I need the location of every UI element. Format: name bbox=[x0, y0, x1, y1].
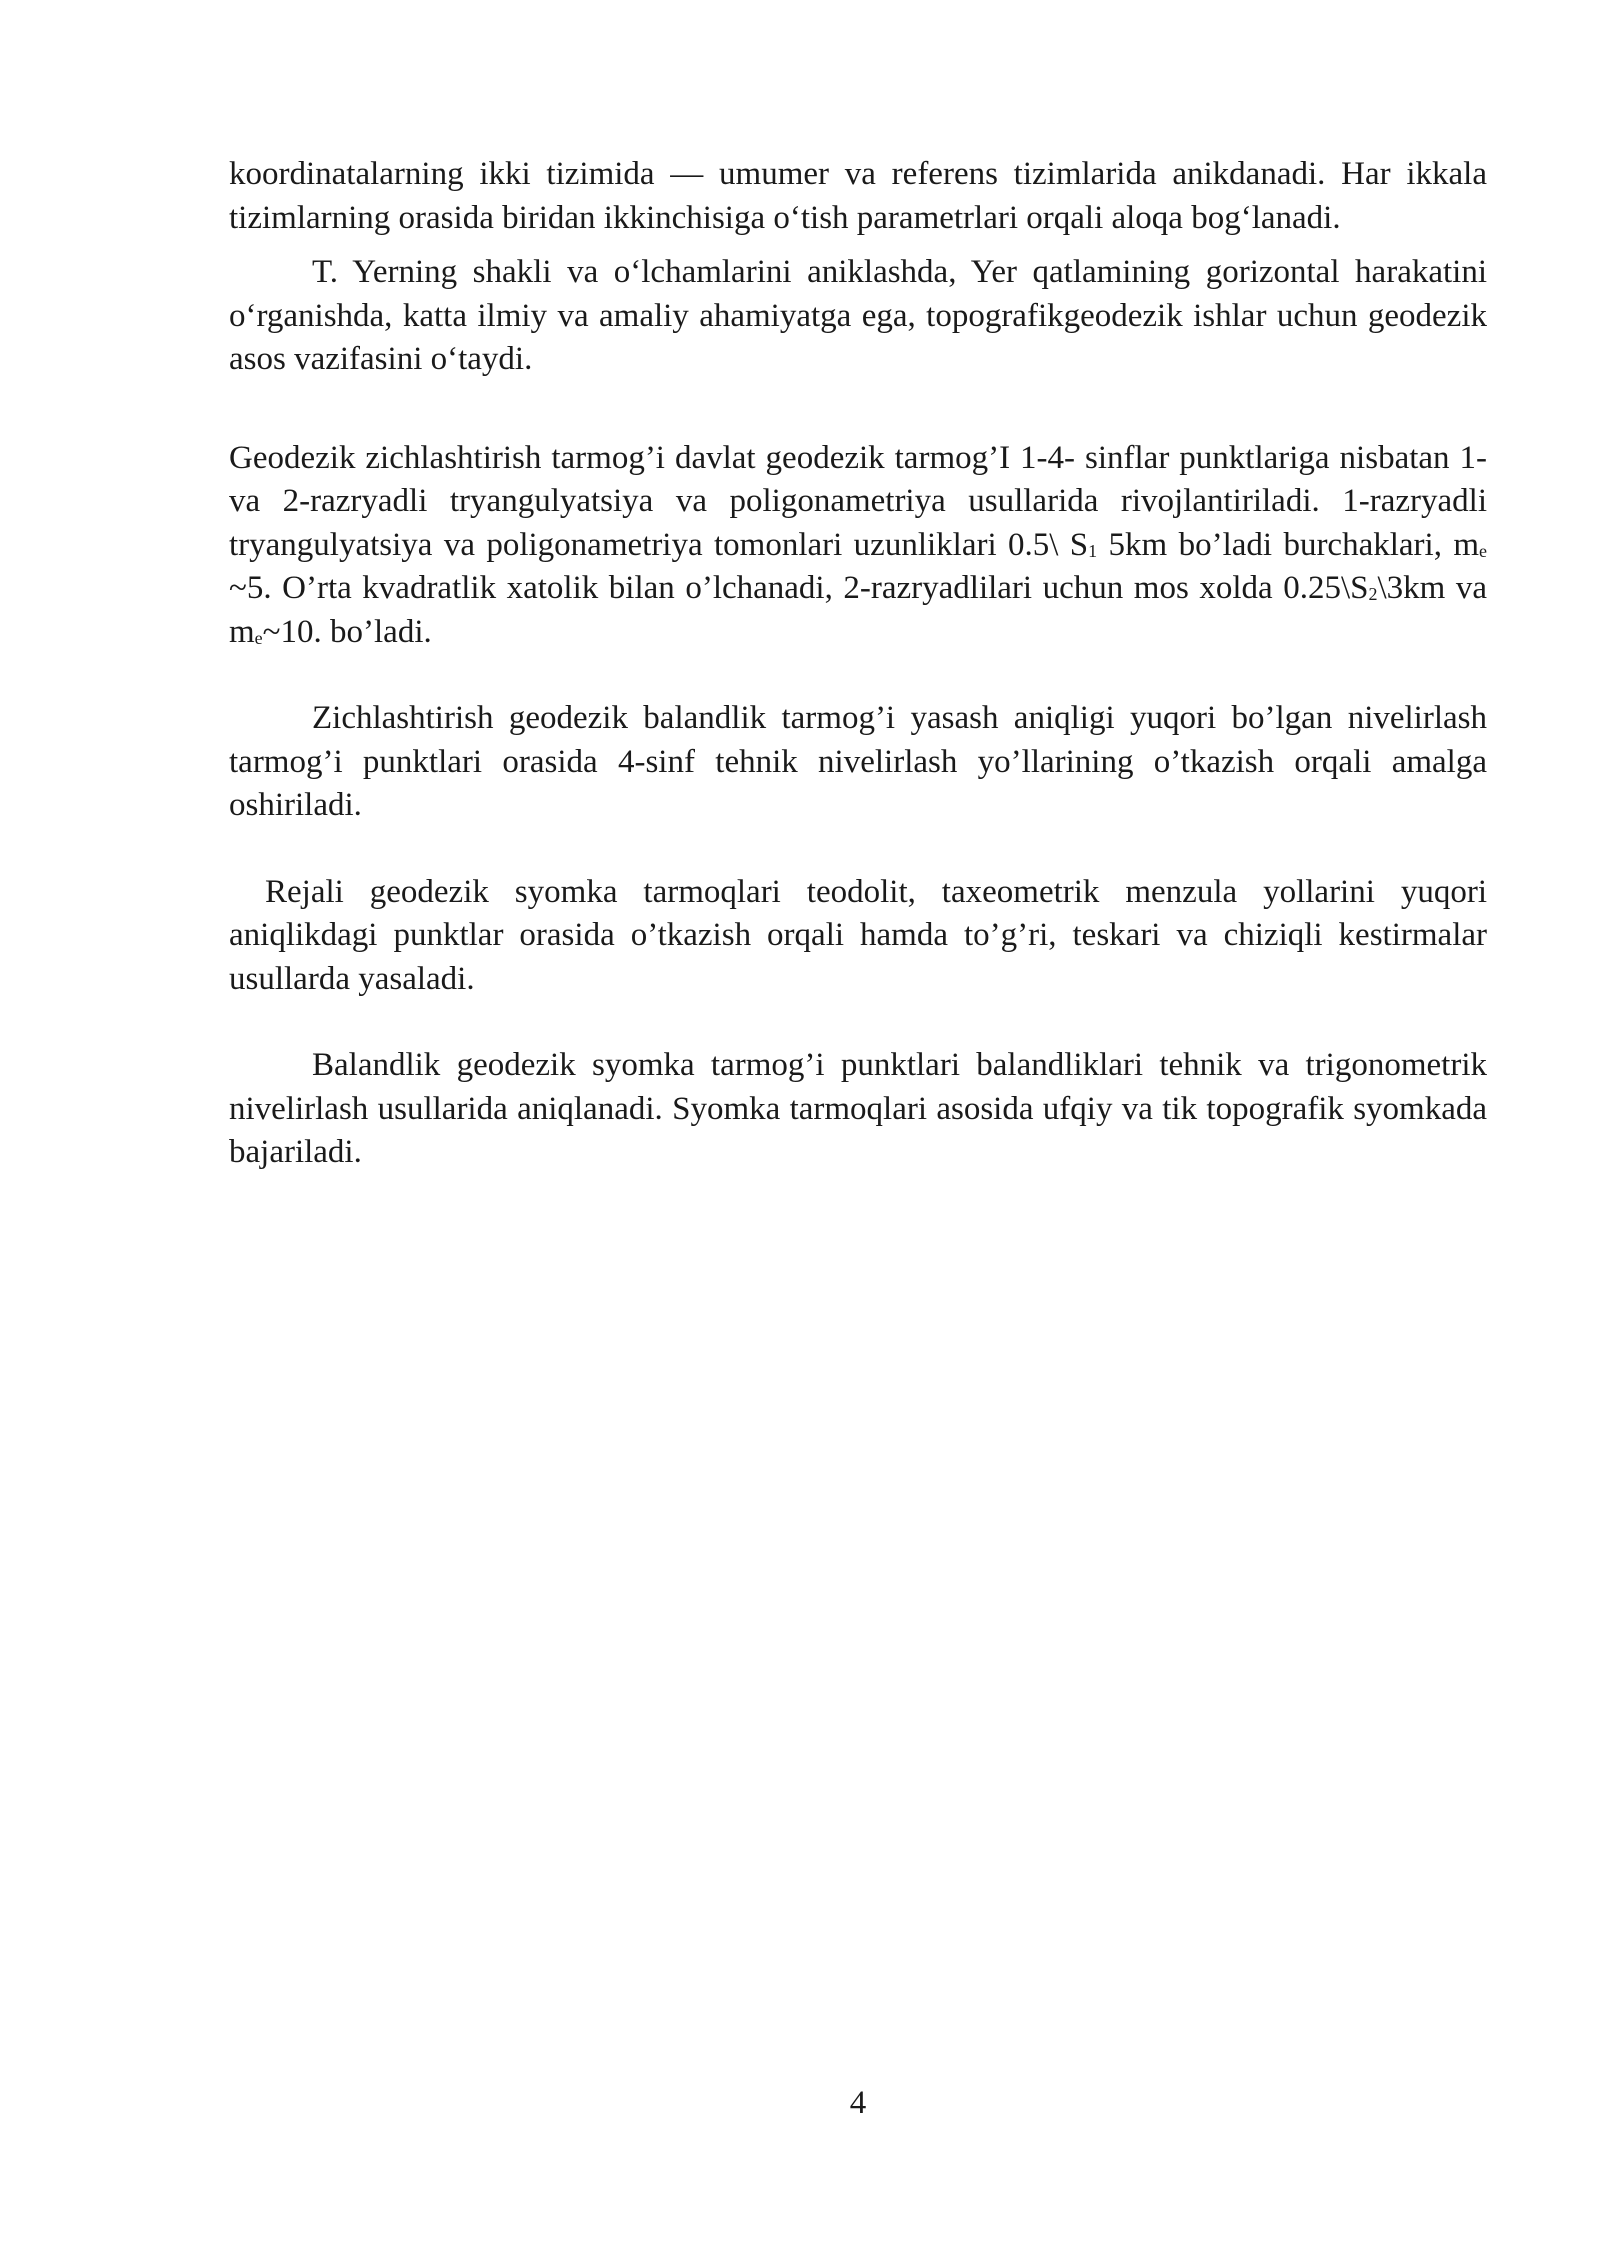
paragraph-height-network: Zichlashtirish geodezik balandlik tarmog’i yasash aniqligi yuqori bo’lgan nivelirlash tarmog’i punktlari orasida 4-sinf tehnik nivelirlash yo’llarining o’tkazish orqali amalga oshiriladi. bbox=[229, 700, 1487, 823]
page-number: 4 bbox=[849, 2085, 867, 2121]
paragraph-height-survey: Balandlik geodezik syomka tarmog’i punktlari balandliklari tehnik va trigonometrik nivelirlash usullarida aniqlanadi. Syomka tarmoqlari asosida ufqiy va tik topografik syomkada bajariladi. bbox=[229, 1047, 1487, 1170]
paragraph-earth-shape: T. Yerning shakli va o‘lchamlarini aniklashda, Yer qatlamining gorizontal harakatini o‘rganishda, katta ilmiy va amaliy ahamiyatga ega, topografikgeodezik ishlar uchun geodezik asos vazifasini o‘taydi. bbox=[229, 254, 1487, 377]
page-body bbox=[229, 153, 1487, 1175]
paragraph-coordinate-systems: koordinatalarning ikki tizimida — umumer va referens tizimlarida anikdanadi. Har ikkala tizimlarning orasida biridan ikkinchisiga o‘tish parametrlari orqali aloqa bog‘lanadi. bbox=[229, 156, 1487, 236]
subscript: 1 bbox=[1088, 540, 1098, 561]
paragraph-text-segment: ~5. O’rta kvadratlik xatolik bilan o’lchanadi, 2-razryadlilari uchun mos xolda 0.25\S bbox=[229, 570, 1369, 606]
paragraph-text-segment: Geodezik zichlashtirish tarmog’i davlat geodezik tarmog’I 1-4- sinflar punktlariga nisbatan 1- va 2-razryadli tryangulyatsiya va poligonametriya usullarida rivojlantiriladi. 1-razryadli tryangulyatsiya va poligonametriya tomonlari uzunliklari 0.5\ S bbox=[229, 439, 1487, 563]
paragraph-text-segment: ~10. bo’ladi. bbox=[262, 613, 432, 650]
subscript: 2 bbox=[1368, 584, 1378, 604]
subscript: e bbox=[254, 627, 263, 648]
paragraph-densification-network bbox=[229, 437, 1487, 655]
paragraph-text-segment: \3km va m bbox=[229, 570, 1488, 650]
paragraph-text-segment: 5km bo’ladi burchaklari, m bbox=[1097, 526, 1479, 563]
paragraph-survey-network: Rejali geodezik syomka tarmoqlari teodolit, taxeometrik menzula yollarini yuqori aniqlikdagi punktlar orasida o’tkazish orqali hamda to’g’ri, teskari va chiziqli kestirmalar usullarda yasaladi. bbox=[229, 873, 1487, 997]
subscript: e bbox=[1479, 540, 1487, 561]
